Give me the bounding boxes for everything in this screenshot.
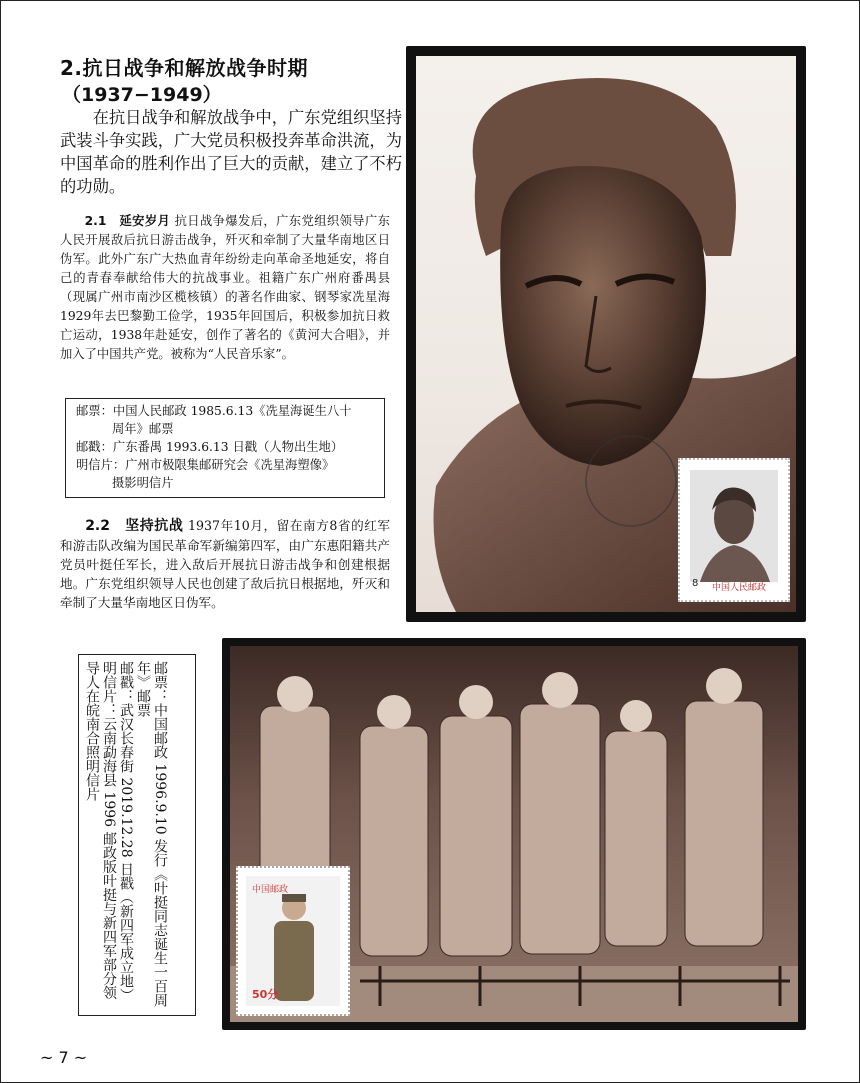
info-postcard-cont: 摄影明信片: [112, 476, 174, 490]
section-title: 2.抗日战争和解放战争时期: [60, 56, 309, 80]
info-postcard: 明信片：广州市极限集邮研究会《冼星海塑像》: [76, 458, 335, 472]
section-period: （1937−1949）: [62, 84, 222, 106]
subsection-resistance: [60, 516, 390, 612]
ye-ting-stamp: [236, 866, 350, 1016]
stamp-value: 8: [692, 578, 699, 589]
info-stamp: 邮票：中国邮政 1996.9.10 发行《叶挺同志诞生一百周年》邮票: [135, 661, 168, 1008]
info-stamp-cont: 周年》邮票: [112, 422, 174, 436]
stamp-country: 中国邮政: [252, 885, 289, 895]
subsection-heading: 2.1 延安岁月: [84, 214, 171, 228]
stamp-bust-icon: [690, 470, 778, 582]
section-intro: 在抗日战争和解放战争中，广东党组织坚持武装斗争实践，广大党员积极投奔革命洪流，为中国革命的胜利作出了巨大的贡献，建立了不朽的功勋。: [60, 108, 402, 196]
maxicard-image: [416, 56, 796, 612]
xian-xinghai-stamp: [678, 458, 790, 602]
sculpture-maxicard: [406, 46, 806, 622]
subsection-text: 抗日战争爆发后，广东党组织领导广东人民开展敌后抗日游击战争，歼灭和牵制了大量华南地区日伪军。此外广东广大热血青年纷纷走向革命圣地延安，将自己的青春奉献给伟大的抗战事业。祖籍广东广州府番禺县（现属广州市南沙区榄核镇）的著名作曲家、钢琴家冼星海1929年去巴黎勤工俭学，1935年回国后，积极参加抗日救亡运动，1938年赴延安，创作了著名的《黄河大合唱》，并加入了中国共产党。被称为“人民音乐家”。: [60, 214, 390, 361]
maxicard-image: [230, 646, 798, 1022]
stamp-country: 中国人民邮政: [712, 583, 767, 593]
info-postcard: 明信片：云南勐海县 1996 邮政版叶挺与新四军部分领导人在皖南合照明信片: [84, 661, 117, 1000]
stamp-portrait: [690, 470, 778, 582]
stamp-info-box-vertical: [78, 654, 196, 1016]
info-stamp: 邮票：中国人民邮政 1985.6.13《冼星海诞生八十: [76, 404, 352, 418]
group-photo-maxicard: [222, 638, 806, 1030]
vertical-info-text: [83, 661, 168, 1009]
subsection-yanan: [60, 212, 390, 364]
subsection-heading: 2.2 坚持抗战: [85, 518, 184, 534]
info-postmark: 邮戳：武汉长春街 2019.12.28 日戳（新四军成立地）: [118, 661, 134, 1003]
stamp-value: 50分: [252, 988, 279, 1001]
page-number: ~ 7 ~: [40, 1048, 88, 1067]
stamp-portrait: [246, 876, 340, 1006]
info-postmark: 邮戳：广东番禺 1993.6.13 日戳（人物出生地）: [76, 440, 344, 454]
subsection-text: 1937年10月，留在南方8省的红军和游击队改编为国民革命军新编第四军，由广东惠阳籍共产党员叶挺任军长，进入敌后开展抗日游击战争和创建根据地。广东党组织领导人民也创建了敌后抗日根据地，歼灭和牵制了大量华南地区日伪军。: [60, 518, 390, 610]
stamp-info-box: [65, 398, 385, 498]
